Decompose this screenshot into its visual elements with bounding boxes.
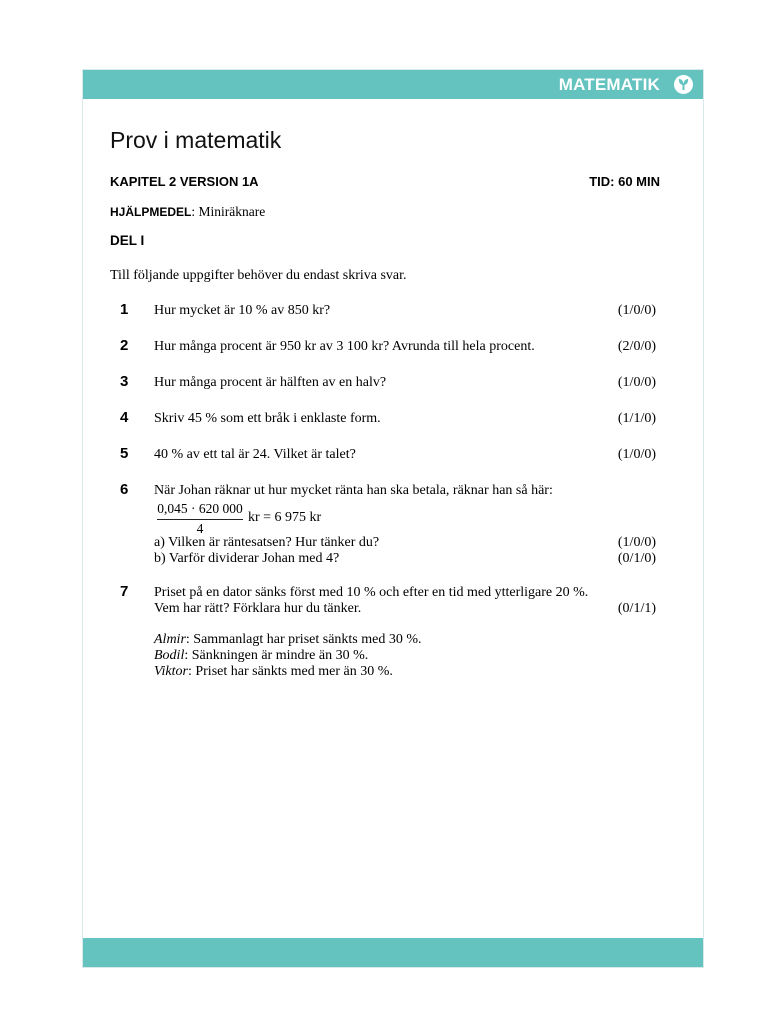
question-number: 5 — [120, 445, 129, 462]
answer-name: Bodil — [154, 648, 185, 663]
fraction-bar — [157, 519, 243, 520]
question-text: När Johan räknar ut hur mycket ränta han ska betala, räknar han så här: — [154, 483, 553, 498]
question-text: 40 % av ett tal är 24. Vilket är talet? — [154, 447, 356, 462]
question-5 — [110, 447, 656, 463]
question-number: 1 — [120, 301, 129, 318]
question-number: 3 — [120, 373, 129, 390]
answer-text: : Sammanlagt har priset sänkts med 30 %. — [185, 632, 422, 647]
question-text: Hur mycket är 10 % av 850 kr? — [154, 303, 331, 318]
fraction-numerator: 0,045 · 620 000 — [157, 501, 243, 516]
instructions: Till följande uppgifter behöver du endast skriva svar. — [110, 268, 407, 283]
question-points: (1/0/0) — [617, 535, 656, 550]
calculation-result: kr = 6 975 kr — [248, 510, 322, 525]
page-title: Prov i matematik — [110, 127, 282, 153]
question-number: 4 — [120, 409, 129, 426]
subquestion-b: b) Varför dividerar Johan med 4? — [154, 551, 340, 566]
leaf-logo-icon — [674, 75, 693, 94]
question-points: (1/0/0) — [617, 303, 656, 318]
aids-value: : Miniräknare — [191, 204, 266, 219]
exam-meta — [110, 174, 660, 189]
question-text: Vem har rätt? Förklara hur du tänker. — [154, 601, 362, 616]
section-heading: DEL I — [110, 233, 145, 248]
question-points: (1/0/0) — [617, 375, 656, 390]
answer-name: Almir — [154, 632, 186, 647]
question-3 — [110, 375, 656, 391]
footer-bar — [83, 938, 703, 967]
question-1 — [110, 303, 656, 319]
fraction — [157, 501, 243, 536]
aids-label: HJÄLPMEDEL — [110, 205, 192, 219]
question-points: (0/1/0) — [617, 551, 656, 566]
question-text: Hur många procent är 950 kr av 3 100 kr? Avrunda till hela procent. — [154, 339, 535, 354]
question-6 — [110, 483, 656, 567]
fraction-denominator: 4 — [196, 521, 204, 536]
question-number: 6 — [120, 481, 129, 498]
question-points: (0/1/1) — [617, 601, 656, 616]
answer-name: Viktor — [154, 664, 188, 679]
header-bar — [83, 70, 703, 99]
answer-text: : Priset har sänkts med mer än 30 %. — [187, 664, 393, 679]
chapter-version: KAPITEL 2 VERSION 1A — [110, 174, 259, 189]
question-4 — [110, 411, 656, 427]
question-7 — [110, 585, 656, 680]
question-text: Hur många procent är hälften av en halv? — [154, 375, 387, 390]
aids-line — [110, 204, 265, 220]
question-points: (2/0/0) — [617, 339, 656, 354]
subject-label: MATEMATIK — [558, 74, 660, 94]
question-2 — [110, 339, 656, 355]
answer-text: : Sänkningen är mindre än 30 %. — [184, 648, 369, 663]
question-points: (1/1/0) — [617, 411, 656, 426]
calculation — [157, 501, 656, 535]
subquestion-a: a) Vilken är räntesatsen? Hur tänker du? — [154, 535, 380, 550]
question-number: 7 — [120, 583, 129, 600]
question-points: (1/0/0) — [617, 447, 656, 462]
exam-page — [82, 69, 704, 968]
question-text: Priset på en dator sänks först med 10 % och efter en tid med ytterligare 20 %. — [154, 585, 589, 600]
time-limit: TID: 60 MIN — [589, 174, 660, 189]
question-number: 2 — [120, 337, 129, 354]
question-text: Skriv 45 % som ett bråk i enklaste form. — [154, 411, 381, 426]
